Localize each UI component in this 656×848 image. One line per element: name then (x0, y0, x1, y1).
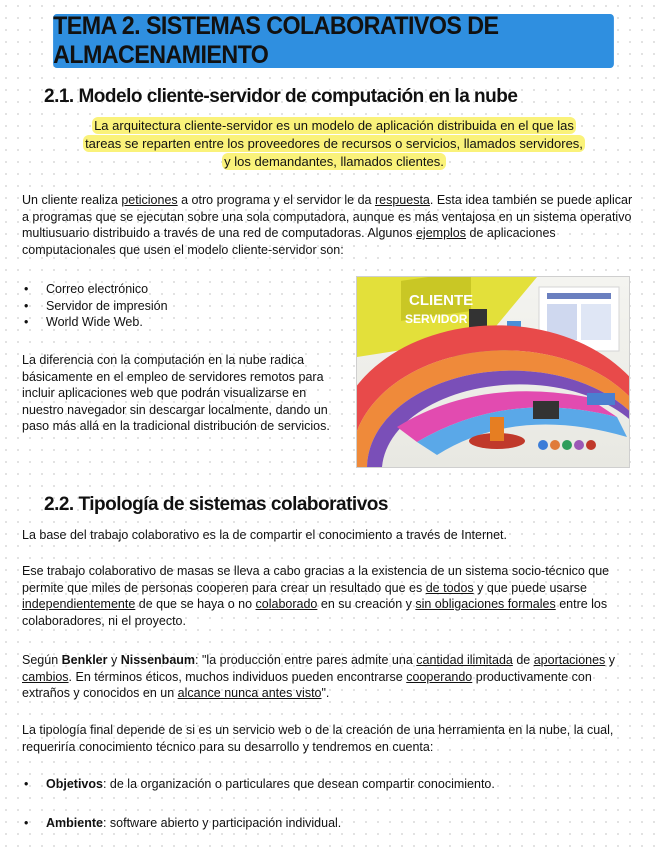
highlight-line-1: La arquitectura cliente-servidor es un modelo de aplicación distribuida en el que las (94, 118, 574, 133)
list-item: • Servidor de impresión (22, 298, 342, 315)
criteria-text: : software abierto y participación individual. (102, 815, 342, 830)
underlined-term: peticiones (121, 193, 178, 207)
underlined-term: sin obligaciones formales (415, 597, 556, 611)
text-run: y que puede usarse (473, 580, 587, 595)
list-item: • World Wide Web. (22, 314, 342, 331)
paragraph-client-server (22, 192, 636, 258)
text-run: y (107, 653, 121, 667)
paragraph-collab-base: La base del trabajo colaborativo es la de compartir el conocimiento a través de Internet. (22, 528, 507, 542)
paragraph-typology: La tipología final depende de si es un servicio web o de la creación de una herramienta en la nube, la cual, requeriría conocimiento técnico para su desarrollo y tendremos en cuenta: (22, 723, 614, 754)
highlight-line-2: tareas se reparten entre los proveedores de recursos o servicios, llamados servidores, (85, 136, 583, 151)
list-item: • Correo electrónico (22, 281, 342, 298)
list-item-ambiente (22, 815, 636, 832)
list-item-objetivos (22, 776, 636, 793)
text-run: a otro programa y el servidor le da (177, 193, 375, 207)
client-server-infographic (356, 276, 630, 468)
text-run: Según (22, 653, 62, 667)
text-run: y (605, 653, 616, 667)
text-run: Ese trabajo colaborativo de masas se lleva a cabo gracias a la existencia de un sistema socio-técnico que permite que miles de personas cooperen para crear un resultado que es (22, 564, 610, 595)
underlined-term: de todos (425, 580, 474, 595)
text-run: ". (321, 686, 330, 700)
underlined-term: cooperando (406, 669, 473, 684)
text-run: en su creación y (317, 597, 416, 611)
underlined-term: cambios (22, 669, 69, 684)
criteria-list (22, 776, 636, 831)
infographic-title-2: SERVIDOR (405, 312, 468, 326)
underlined-term: cantidad ilimitada (416, 653, 513, 667)
paragraph-cloud-difference: La diferencia con la computación en la nube radica básicamente en el empleo de servidores remotos para incluir aplicaciones web que podrán visualizarse en nuestro navegador sin descargar localmente, dando un paso más allá en la tradicional distribución de servicios. (22, 353, 330, 433)
author-name: Nissenbaum (120, 653, 196, 667)
infographic-title-1: CLIENTE (409, 292, 474, 309)
section-heading-2-1: 2.1. Modelo cliente-servidor de computación en la nube (44, 86, 518, 107)
text-run: : "la producción entre pares admite una (195, 653, 417, 667)
underlined-term: alcance nunca antes visto (177, 686, 322, 700)
text-run: productivamente con extraños y conocidos en un (22, 669, 592, 700)
underlined-term: independientemente (22, 597, 136, 611)
text-run: de que se haya o no (135, 597, 256, 611)
page-title-banner (53, 14, 614, 68)
infographic-image (357, 277, 629, 467)
text-run: de aplicaciones computacionales que usen el modelo cliente-servidor son: (22, 226, 556, 257)
highlight-line-3: y los demandantes, llamados clientes. (224, 154, 444, 169)
text-run: . En términos éticos, muchos individuos pueden encontrarse (68, 669, 407, 684)
section-heading-2-2: 2.2. Tipología de sistemas colaborativos (44, 494, 388, 515)
text-run: Un cliente realiza (22, 193, 122, 207)
paragraph-mass-collab (22, 563, 636, 629)
criteria-text: : de la organización o particulares que desean compartir conocimiento. (102, 777, 495, 791)
underlined-term: ejemplos (415, 226, 467, 240)
definition-highlight (34, 117, 634, 171)
paragraph-benkler-quote (22, 652, 636, 702)
underlined-term: aportaciones (533, 653, 606, 667)
underlined-term: respuesta (374, 193, 430, 207)
text-run: entre los colaboradores, ni el proyecto. (22, 597, 608, 628)
text-run: de (512, 653, 534, 667)
examples-list (22, 281, 342, 331)
criteria-label: Objetivos (46, 777, 103, 791)
text-run: . Esta idea también se puede aplicar a programas que se ejecutan sobre una sola computadora, aunque es más ventajosa en un sistema operativo multiusuario distribuido a través de una red de computadoras. Algunos (22, 193, 633, 240)
criteria-label: Ambiente (46, 815, 103, 830)
author-name: Benkler (61, 653, 108, 667)
underlined-term: colaborado (255, 597, 318, 611)
page-title: TEMA 2. SISTEMAS COLABORATIVOS DE ALMACENAMIENTO (53, 12, 499, 69)
